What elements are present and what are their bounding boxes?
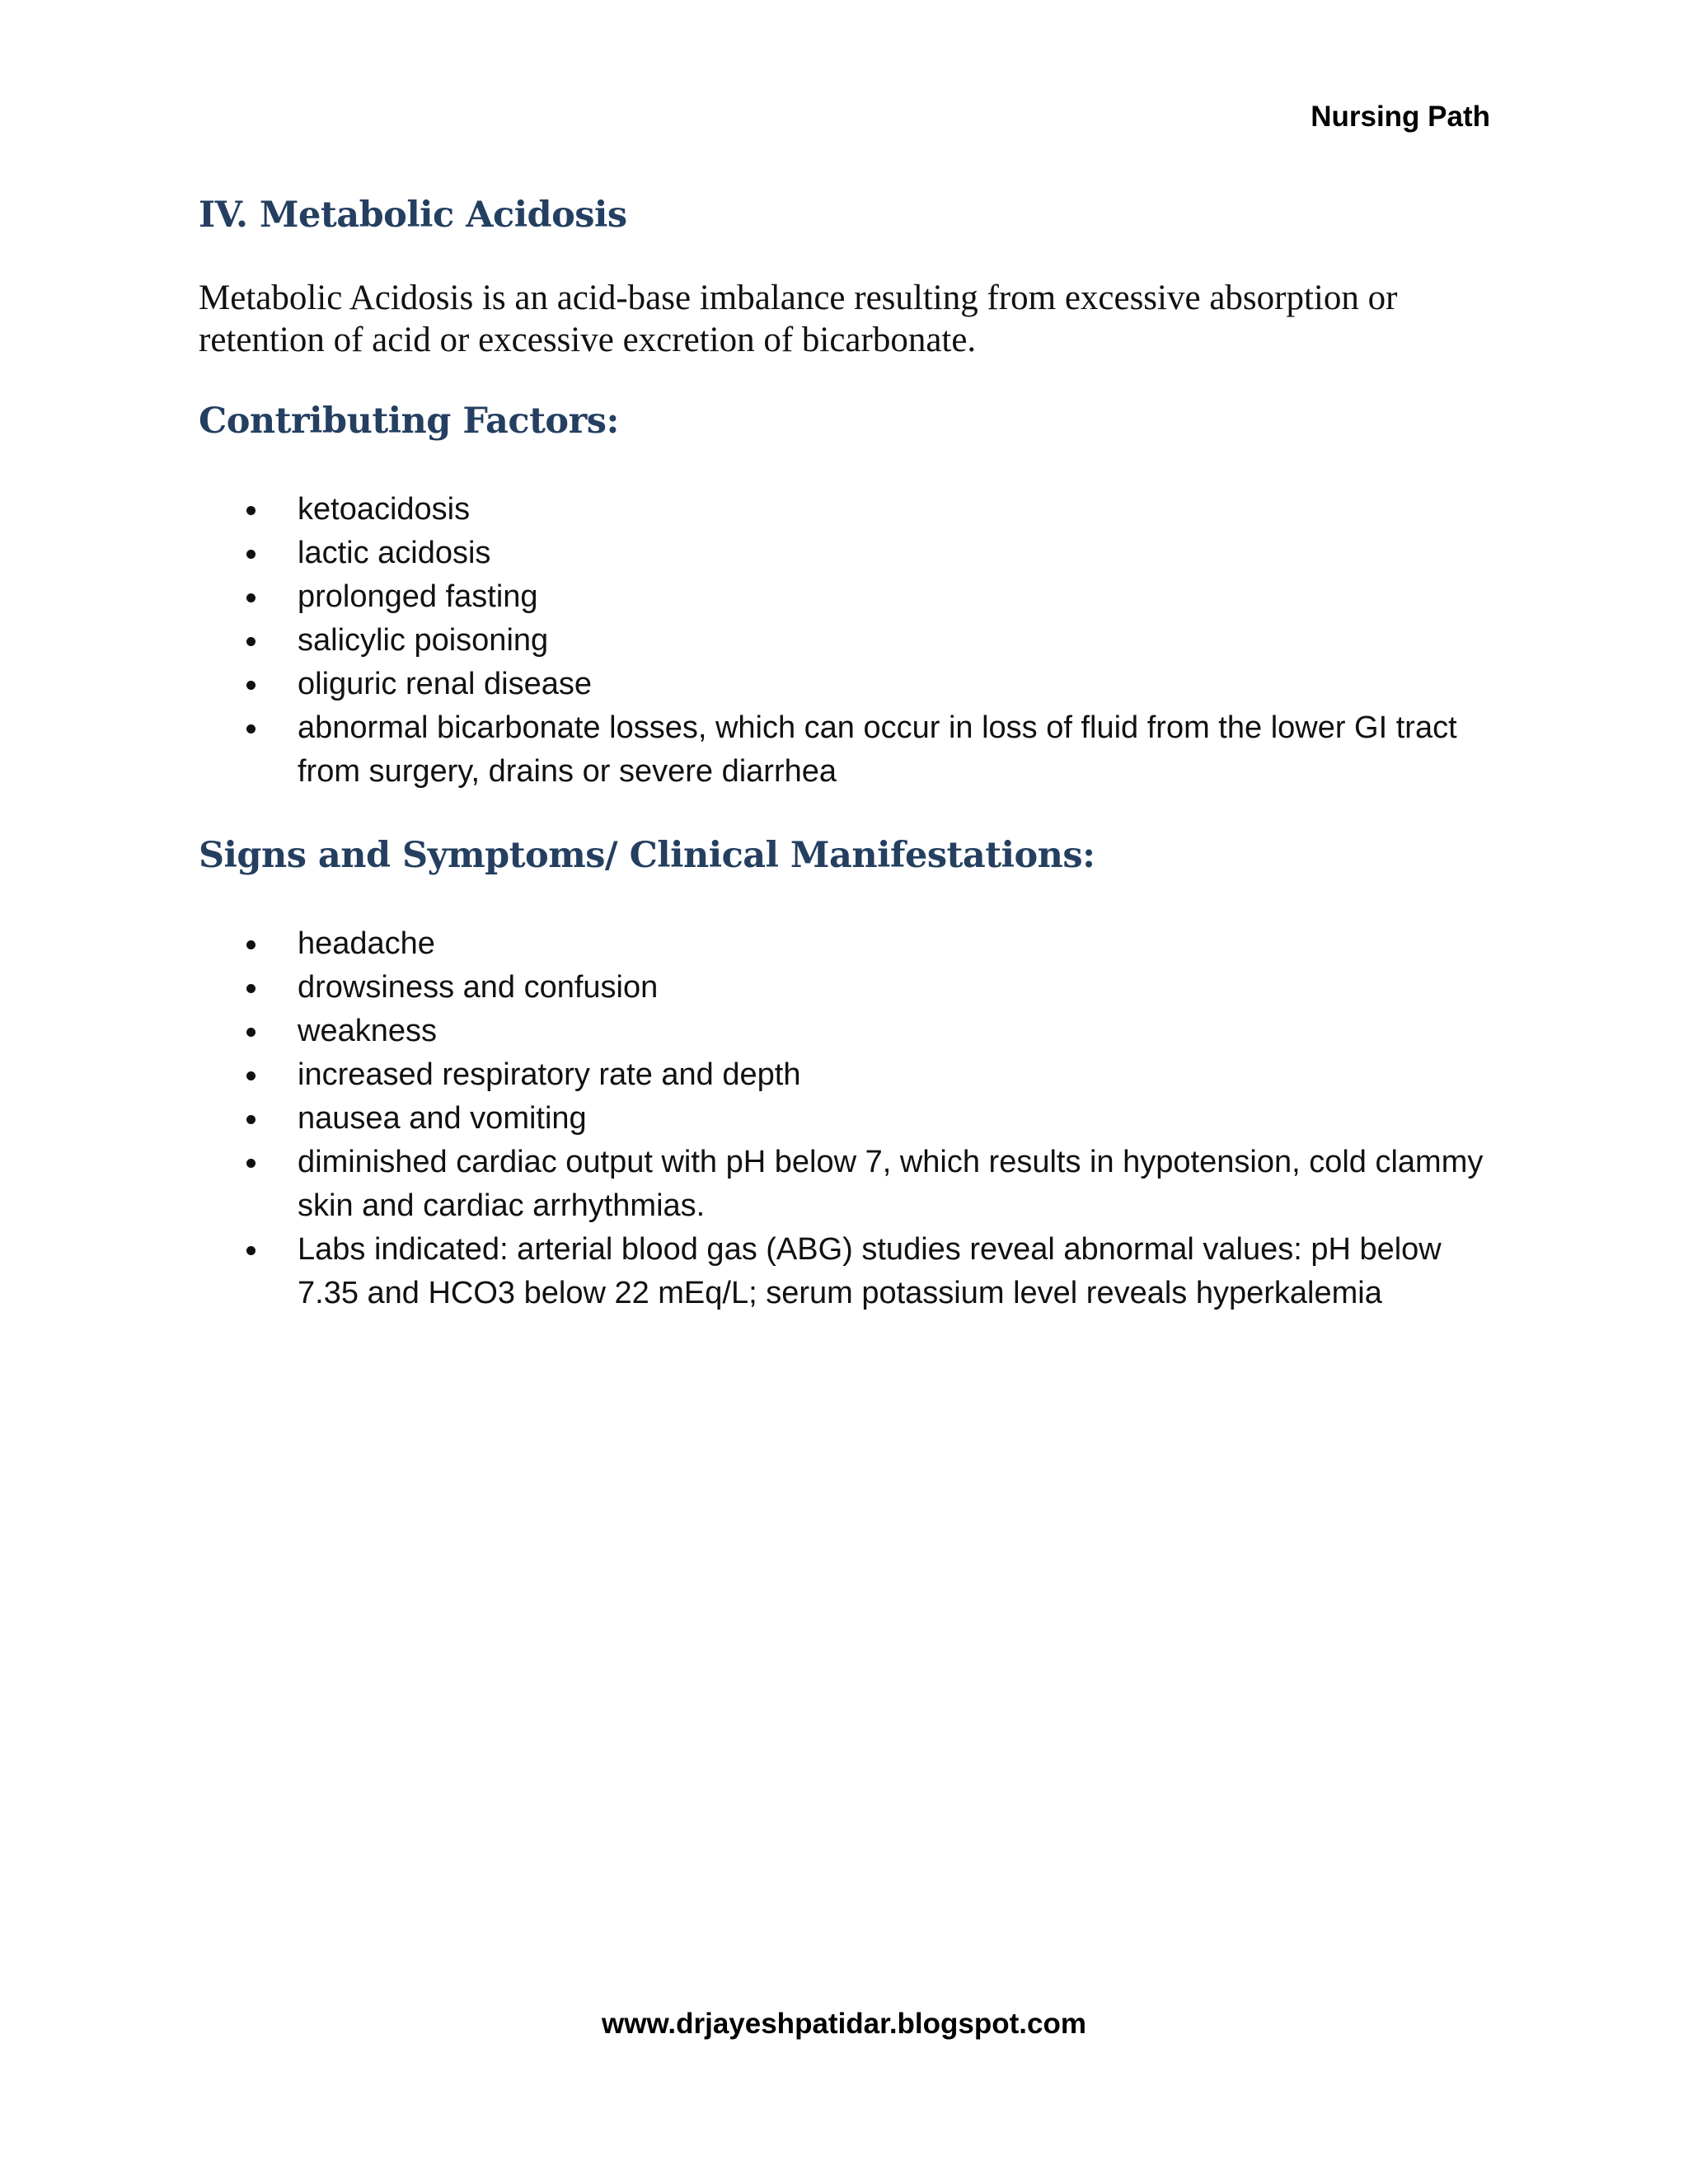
list-item-text: weakness: [298, 1014, 437, 1048]
footer-url: www.drjayeshpatidar.blogspot.com: [602, 2008, 1086, 2040]
bullet-icon: [246, 1115, 256, 1124]
running-header: Nursing Path: [1311, 101, 1490, 133]
bullet-icon: [246, 593, 256, 602]
list-item: [199, 532, 1493, 575]
intro-paragraph: Metabolic Acidosis is an acid-base imbalance resulting from excessive absorption or retention of acid or excessive excretion of bicarbonate.: [199, 279, 1398, 359]
list-item-text: headache: [298, 926, 435, 961]
signs-symptoms-heading: Signs and Symptoms/ Clinical Manifestations:: [199, 835, 1095, 876]
list-item-text: increased respiratory rate and depth: [298, 1057, 801, 1092]
list-item: [199, 1010, 1493, 1053]
list-item-text: prolonged fasting: [298, 579, 538, 614]
list-item: [199, 1053, 1493, 1097]
contributing-factors-heading: Contributing Factors:: [199, 401, 619, 442]
bullet-icon: [246, 681, 256, 690]
list-item-text: Labs indicated: arterial blood gas (ABG) studies reveal abnormal values: pH below 7.35 and HCO3 below 22 mEq/L; serum potassium level reveals hyperkalemia: [298, 1232, 1442, 1310]
list-item: [199, 488, 1493, 532]
page-content: [199, 194, 1493, 1315]
list-item: [199, 663, 1493, 706]
bullet-icon: [246, 1028, 256, 1037]
list-item: [199, 966, 1493, 1010]
bullet-icon: [246, 724, 256, 733]
list-item: [199, 575, 1493, 619]
bullet-icon: [246, 1159, 256, 1168]
list-item-text: nausea and vomiting: [298, 1101, 587, 1136]
list-item-text: lactic acidosis: [298, 536, 491, 570]
bullet-icon: [246, 984, 256, 993]
bullet-icon: [246, 1071, 256, 1080]
bullet-icon: [246, 506, 256, 515]
bullet-icon: [246, 550, 256, 559]
list-item: [199, 1141, 1493, 1228]
list-item: [199, 619, 1493, 663]
list-item: [199, 1228, 1493, 1315]
bullet-icon: [246, 1246, 256, 1255]
list-item-text: oliguric renal disease: [298, 667, 592, 701]
list-item-text: salicylic poisoning: [298, 623, 549, 658]
section-title: IV. Metabolic Acidosis: [199, 194, 627, 236]
list-item-text: diminished cardiac output with pH below 7, which results in hypotension, cold clammy skin and cardiac arrhythmias.: [298, 1145, 1484, 1223]
list-item-text: abnormal bicarbonate losses, which can occur in loss of fluid from the lower GI tract from surgery, drains or severe diarrhea: [298, 710, 1457, 789]
signs-symptoms-list: [199, 922, 1493, 1315]
list-item: [199, 1097, 1493, 1141]
bullet-icon: [246, 637, 256, 646]
list-item: [199, 922, 1493, 966]
list-item: [199, 706, 1493, 794]
contributing-factors-list: [199, 488, 1493, 794]
list-item-text: ketoacidosis: [298, 492, 471, 527]
list-item-text: drowsiness and confusion: [298, 970, 659, 1005]
bullet-icon: [246, 940, 256, 949]
